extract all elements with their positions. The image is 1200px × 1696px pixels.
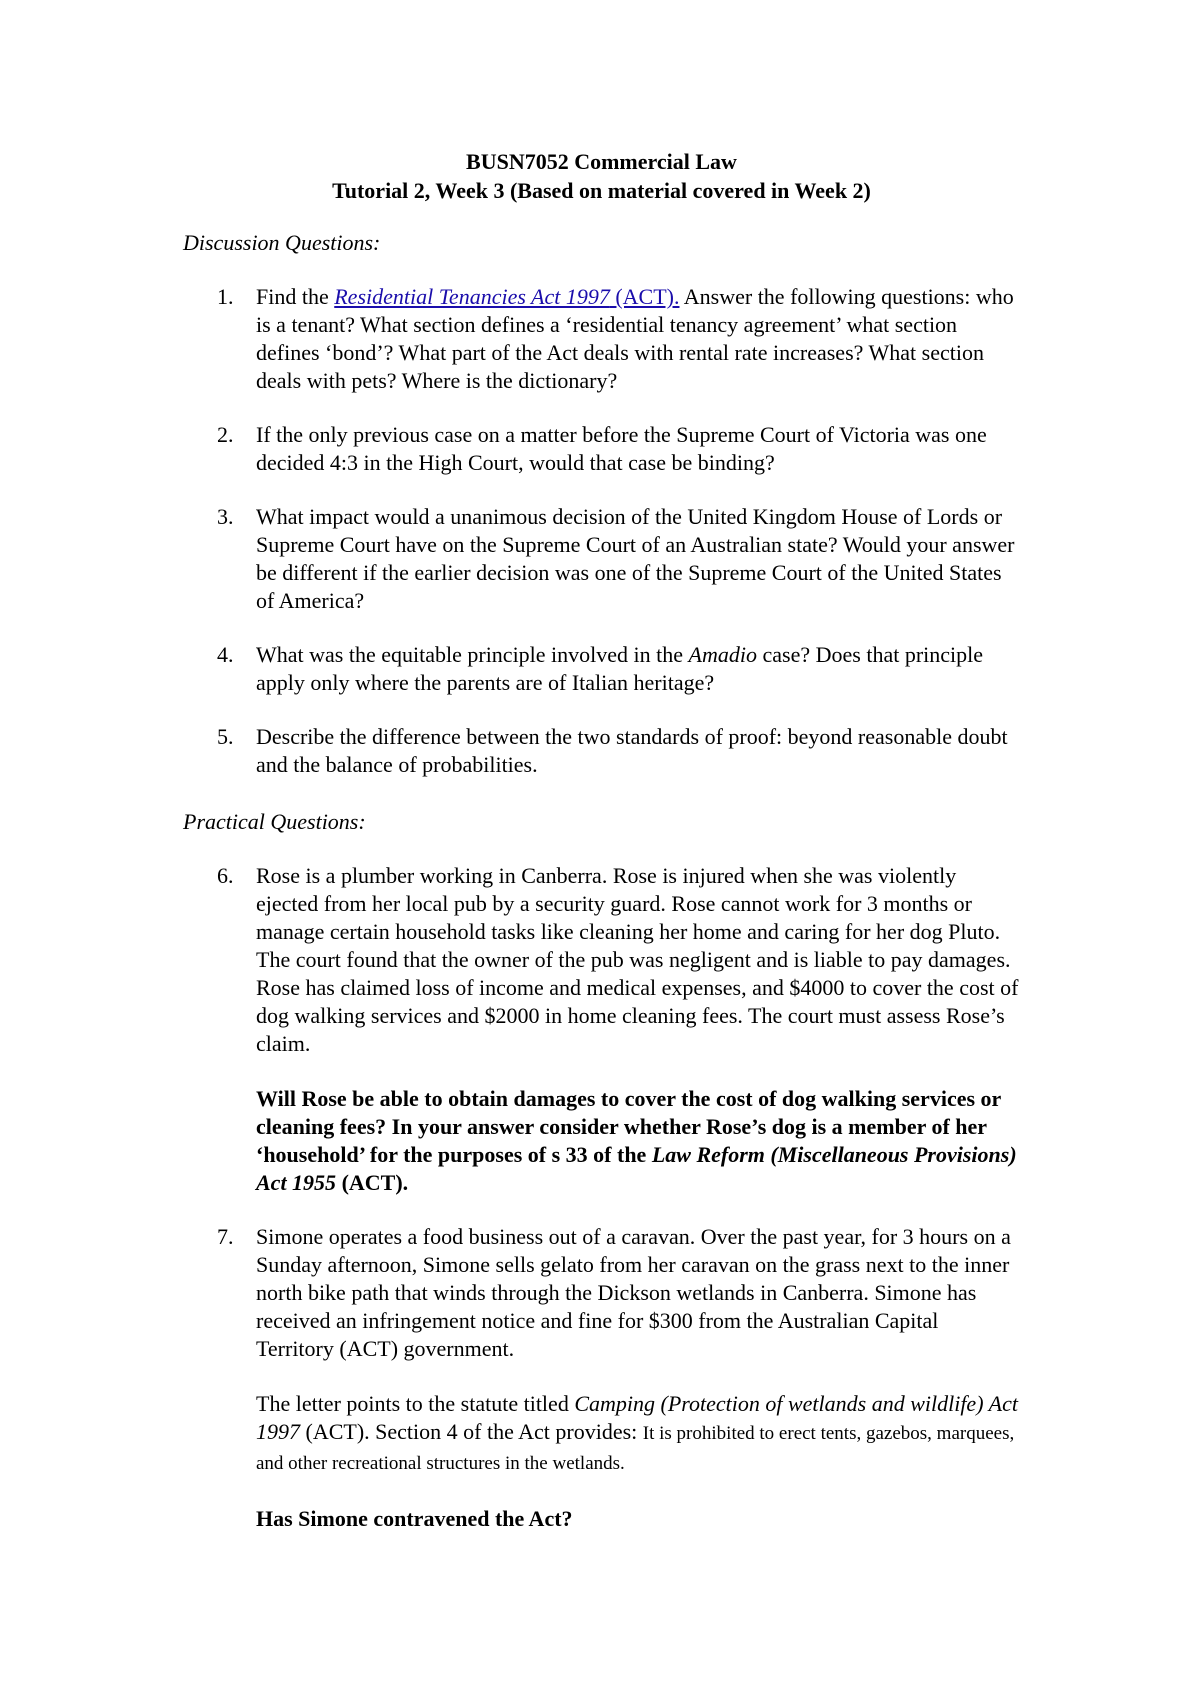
law-reform-act-title: Law Reform (Miscellaneous Provisions) Act 1955 bbox=[256, 1142, 1017, 1195]
question-4-body: case? Does that principle apply only where the parents are of Italian heritage? bbox=[256, 642, 984, 695]
question-1 bbox=[183, 283, 1020, 395]
amadio-case-name: Amadio bbox=[688, 642, 757, 667]
question-7-scenario: Simone operates a food business out of a caravan. Over the past year, for 3 hours on a Sunday afternoon, Simone sells gelato from her caravan on the grass next to the inner north bike path that winds through the Dickson wetlands in Canberra. Simone has received an infringement notice and fine for $300 from the Australian Capital Territory (ACT) government. bbox=[256, 1224, 1011, 1361]
letter-intro: The letter points to the statute titled bbox=[256, 1391, 575, 1416]
letter-middle: (ACT). Section 4 of the Act provides: bbox=[300, 1419, 643, 1444]
discussion-heading: Discussion Questions: bbox=[183, 230, 381, 255]
question-1-body: Answer the following questions: who is a tenant? What section defines a ‘residential tenancy agreement’ what section defines ‘bond’? What part of the Act deals with rental rate increases? What section deals with pets? Where is the dictionary? bbox=[256, 284, 1014, 393]
question-number: 7. bbox=[217, 1224, 234, 1249]
question-number: 4. bbox=[217, 642, 234, 667]
section-4-quote: It is prohibited to erect tents, gazebos, marquees, and other recreational structures in the wetlands. bbox=[256, 1423, 1015, 1474]
question-7 bbox=[183, 1223, 1020, 1533]
question-3-text: What impact would a unanimous decision of the United Kingdom House of Lords or Supreme Court have on the Supreme Court of an Australian state? Would your answer be different if the earlier decision was one of the Supreme Court of the United States of America? bbox=[256, 504, 1015, 613]
question-6-prompt-end: (ACT). bbox=[336, 1170, 409, 1195]
question-3 bbox=[183, 503, 1020, 615]
link-act-jurisdiction[interactable]: (ACT). bbox=[609, 284, 680, 309]
question-5 bbox=[183, 723, 1020, 779]
question-number: 3. bbox=[217, 504, 234, 529]
question-2-text: If the only previous case on a matter before the Supreme Court of Victoria was one decided 4:3 in the High Court, would that case be binding? bbox=[256, 422, 987, 475]
question-number: 6. bbox=[217, 863, 234, 888]
question-6-prompt bbox=[256, 1085, 1020, 1197]
question-6 bbox=[183, 862, 1020, 1197]
question-2 bbox=[183, 421, 1020, 477]
title-block bbox=[183, 147, 1020, 205]
tutorial-title: Tutorial 2, Week 3 (Based on material covered in Week 2) bbox=[332, 178, 871, 203]
question-number: 2. bbox=[217, 422, 234, 447]
course-title: BUSN7052 Commercial Law bbox=[466, 149, 737, 174]
question-6-scenario: Rose is a plumber working in Canberra. Rose is injured when she was violently ejected from her local pub by a security guard. Rose cannot work for 3 months or manage certain household tasks like cleaning her home and caring for her dog Pluto. The court found that the owner of the pub was negligent and is liable to pay damages. Rose has claimed loss of income and medical expenses, and $4000 to cover the cost of dog walking services and $2000 in home cleaning fees. The court must assess Rose’s claim. bbox=[256, 863, 1019, 1056]
question-7-letter bbox=[256, 1390, 1020, 1478]
question-1-intro: Find the bbox=[256, 284, 335, 309]
camping-act-title: Camping (Protection of wetlands and wildlife) Act 1997 bbox=[256, 1391, 1018, 1444]
question-7-prompt: Has Simone contravened the Act? bbox=[256, 1506, 573, 1531]
practical-questions-list bbox=[183, 862, 1020, 1533]
question-5-text: Describe the difference between the two standards of proof: beyond reasonable doubt and the balance of probabilities. bbox=[256, 724, 1008, 777]
residential-tenancies-act-link[interactable] bbox=[334, 284, 679, 309]
question-4 bbox=[183, 641, 1020, 697]
question-number: 1. bbox=[217, 284, 234, 309]
question-number: 5. bbox=[217, 724, 234, 749]
question-4-intro: What was the equitable principle involved in the bbox=[256, 642, 689, 667]
question-6-prompt-text: Will Rose be able to obtain damages to cover the cost of dog walking services or cleaning fees? In your answer consider whether Rose’s dog is a member of her ‘household’ for the purposes of s 33 of the bbox=[256, 1086, 1001, 1167]
practical-heading: Practical Questions: bbox=[183, 809, 366, 834]
link-act-title[interactable]: Residential Tenancies Act 1997 bbox=[334, 284, 610, 309]
discussion-questions-list bbox=[183, 283, 1020, 779]
